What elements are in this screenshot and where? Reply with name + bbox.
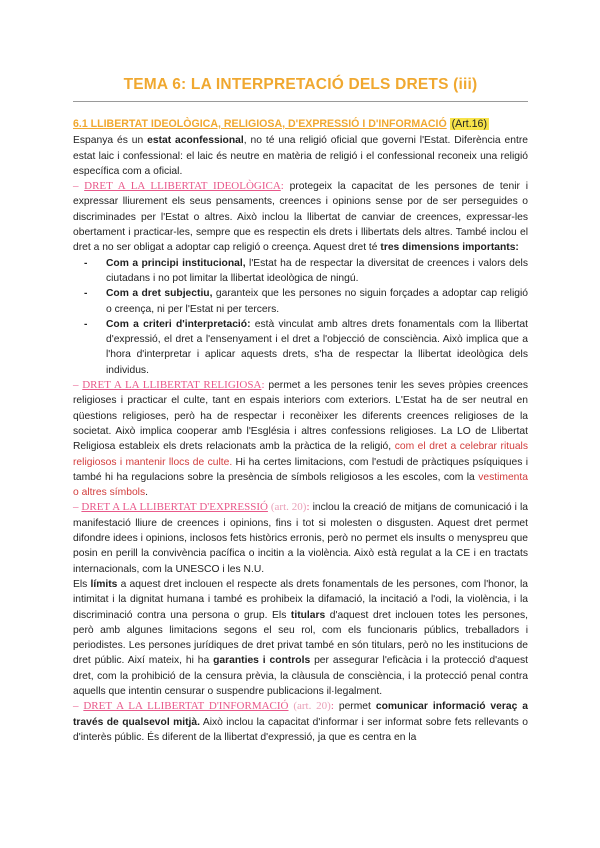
page-title: TEMA 6: LA INTERPRETACIÓ DELS DRETS (iii) [123,76,478,93]
title-divider [73,101,528,102]
article-reference: (Art.16) [451,118,487,130]
list-item: - Com a dret subjectiu, garanteix que les persones no siguin forçades a adoptar cap religió o creença, ni per l'Estat ni per tercers. [106,286,528,317]
intro-paragraph: Espanya és un estat aconfessional, no té una religió oficial que governi l'Estat. Diferència entre estat laic i confessional: el laic és neutre en matèria de religió i el confessional reconeix una religió específica com a oficial. [73,135,529,177]
religious-freedom-paragraph: – DRET A LA LLIBERTAT RELIGIOSA: permet a les persones tenir les seves pròpies creences religioses i practicar el culte, tant en espais interiors com exteriors. L'Estat ha de ser neutral en qüestions religioses, però ha de respectar i reconèixer les diferents creences religioses de la societat. Això implica cooperar amb l'Església i altres confessions religioses. La LO de Llibertat Religiosa estableix els drets relacionats amb la pràctica de la religió, com el dret a celebrar rituals religiosos i mantenir llocs de culte. Hi ha certes limitacions, com l'estudi de pràctiques psíquiques i també hi ha regulacions sobre la presència de símbols religiosos a les escoles, com la vestimenta o altres símbols. [73,379,529,499]
information-freedom-heading: – DRET A LA LLIBERTAT D'INFORMACIÓ (art. 20): [73,700,334,713]
ideological-freedom-heading: – DRET A LA LLIBERTAT IDEOLÒGICA: [73,180,284,193]
document-body [73,117,528,745]
religious-freedom-heading: – DRET A LA LLIBERTAT RELIGIOSA: [73,379,265,392]
limits-paragraph: Els límits a aquest dret inclouen el respecte als drets fonamentals de les persones, com l'honor, la intimitat i la dignitat humana i també es prohibeix la difamació, la incitació a l'odi, la violència, i la discriminació contra una persona o grup. Els titulars d'aquest dret inclouen totes les persones, però amb algunes limitacions segons el seu rol, com els funcionaris públics, treballadors i periodistes. Les persones jurídiques de dret privat també en són titulars, però no les institucions de dret públic. Així mateix, hi ha garanties i controls per assegurar l'eficàcia i la protecció d'aquest dret, com la prohibició de la censura prèvia, la clàusula de consciència, i la protecció penal contra aquells que intentin censurar o suspendre publicacions il·legalment. [73,578,528,697]
section-heading-text: 6.1 LLIBERTAT IDEOLÒGICA, RELIGIOSA, D'EXPRESSIÓ I D'INFORMACIÓ [73,118,447,130]
ideological-freedom-paragraph: – DRET A LA LLIBERTAT IDEOLÒGICA: protegeix la capacitat de les persones de tenir i expressar lliurement els seus pensaments, creences i opinions sense por de ser perseguides o discriminades per l'Estat o altres. Això inclou la llibertat de canviar de creences, expressar-les obertament i practicar-les, sempre que es respectin els drets i llibertats dels altres. També inclou el dret a no ser obligat a adoptar cap religió o creença. Aquest dret té tres dimensions importants: [73,180,529,254]
information-freedom-paragraph: – DRET A LA LLIBERTAT D'INFORMACIÓ (art. 20): permet comunicar informació veraç a través de qualsevol mitjà. Això inclou la capacitat d'informar i ser informat sobre fets rellevants o d'interès públic. És diferent de la llibertat d'expressió, ja que es centra en la [73,700,529,743]
highlight-red-text: vestimenta o altres símbols [73,471,528,499]
expression-freedom-heading: – DRET A LA LLIBERTAT D'EXPRESSIÓ (art. 20): [73,501,310,514]
list-item: - Com a criteri d'interpretació: està vinculat amb altres drets fonamentals com la llibertat d'expressió, el dret a l'ensenyament i el dret a l'objecció de consciència. Això implica que a l'hora d'interpretar i aplicar aquests drets, s'ha de respectar la llibertat ideològica dels individus. [106,317,528,378]
intro-bold: estat aconfessional [147,135,244,147]
section-heading [73,117,528,132]
expression-freedom-paragraph: – DRET A LA LLIBERTAT D'EXPRESSIÓ (art. 20): inclou la creació de mitjans de comunicació i la manifestació lliure de creences i opinions, fins i tot si molesten o disgusten. Aquest dret permet difondre idees i opinions, inclosos fets històrics erronis, però no permet els insults o menyspreu que posin en perill la convivència pacífica o incitin a la violència. Això està regulat a la CE i en tractats internacionals, com la UNESCO i les N.U. [73,501,528,575]
dimensions-list [73,256,528,378]
highlight-red-text: com el dret a celebrar rituals religiosos i mantenir llocs de culte. [73,441,528,468]
list-item: - Com a principi institucional, l'Estat ha de respectar la diversitat de creences i valors dels ciutadans i no pot limitar la llibertat ideològica de ningú. [106,256,528,287]
